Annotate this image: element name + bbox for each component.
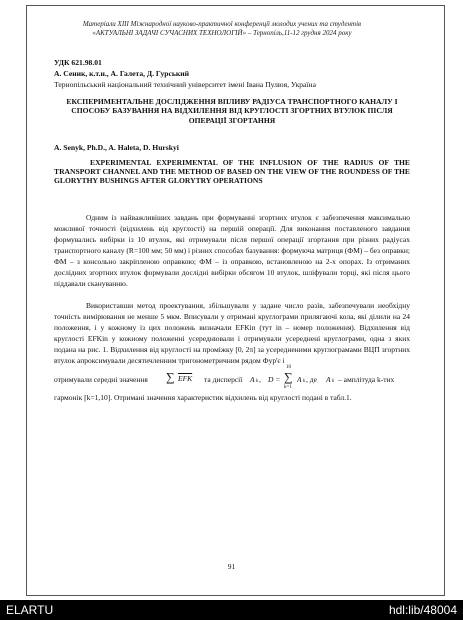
sum-lower-limit: k=1 xyxy=(284,385,292,390)
d-equals: D = xyxy=(268,375,281,384)
page-number: 91 xyxy=(227,562,236,571)
ak-subscript-2: k xyxy=(303,379,306,384)
formula-line xyxy=(54,367,410,391)
ak-symbol-3: A xyxy=(326,375,331,384)
sum-symbol-2: ∑ xyxy=(284,370,293,384)
footer-repository-label: ELARTU xyxy=(6,603,54,617)
sum-symbol: ∑ xyxy=(166,370,175,384)
efk-symbol: $\overline{EFK}$ xyxy=(178,374,193,383)
title-ukrainian: ЕКСПЕРИМЕНТАЛЬНЕ ДОСЛІДЖЕННЯ ВПЛИВУ РАДІУСА ТРАНСПОРТНОГО КАНАЛУ І СПОСОБУ БАЗУВАННЯ НА ВІДХИЛЕННЯ ВІД КРУГЛОСТІ ЗГОРТНИХ ВТУЛОК ПІСЛЯ ОПЕРАЦІЇ ЗГОРТАННЯ xyxy=(66,97,398,125)
ak-subscript: k xyxy=(256,379,259,384)
body-paragraph-1: Одним із найважливіших завдань при формуванні згортних втулок є забезпечення максимально можливої точності (відхилень від круглості) на першій операції. Для виконання поставленого завдання формувались вибірки із 10 втулок, які отримували після першої операції згортання при різних радіусах транспортного каналу (R=100 мм; 50 мм) і різних способах базування: формуюча матриця (ФМ) – без оправки; ФМ – з консольно закріпленою оправкою; ФМ – із оправкою, встановленою на 2-х опорах. Із отриманих дослідних згортних втулок формували дослідні вибірки обсягом 10 втулок, шліфували торці, які після цього піддавали скануванню. xyxy=(54,213,410,288)
body-paragraph-3: гармонік [k=1,10]. Отримані значення характеристик відхилень від круглості подані в табл.1. xyxy=(54,393,352,402)
header-line-1: Матеріали XIII Міжнародної науково-практичної конференції молодих учених та студентів xyxy=(82,20,362,28)
header-line-2: «АКТУАЛЬНІ ЗАДАЧІ СУЧАСНИХ ТЕХНОЛОГІЙ» – Тернопіль,11-12 грудня 2024 року xyxy=(92,29,352,37)
formula-prefix: отримували середні значення xyxy=(54,375,148,384)
authors-ukrainian: А. Сеник, к.т.н., А. Галета, Д. Гурський xyxy=(54,69,190,78)
footer-handle-link[interactable]: hdl:lib/48004 xyxy=(388,603,457,617)
udk-code: УДК 621.98.01 xyxy=(54,58,102,67)
formula-tail-2: – амплітуда k-тих xyxy=(338,375,395,384)
ak-subscript-3: k xyxy=(332,379,335,384)
ak-symbol-2: A xyxy=(297,375,302,384)
body-paragraph-2: Використавши метод проектування, збільшували у задане число разів, забезпечували необхідну точність вимірювання не менше 5 мкм. Вписували у отримані круглограми прилягаючі кола, які ділили на 24 положення, і у кожному із цих положень визначали EFKin (тут in – номер положення). Відхилення від круглості EFKin у кожному положенні усереднювали і отримували усереднені круглограми, одна з яких подана на рис. 1. Відхилення від круглості на проміжку [0, 2π] за усередненими круглограмами ВЦП згортних втулок апроксимували десятичленним тригонометричним рядом Фур'є і xyxy=(54,301,410,365)
ak-symbol: A xyxy=(250,375,255,384)
footer-bar xyxy=(0,600,463,620)
conference-header xyxy=(42,20,402,38)
title-english: EXPERIMENTAL EXPERIMENTAL OF THE INFLUSION OF THE RADIUS OF THE TRANSPORT CHANNEL AND THE METHOD OF BASED ON THE VIEW OF THE ROUNDESS OF THE GLORYTHY BUSHINGS AFTER GLORYTRY OPERATIONS xyxy=(54,158,410,186)
authors-english: A. Senyk, Ph.D., A. Haleta, D. Hurskyi xyxy=(54,143,179,152)
formula-mid: та дисперсії xyxy=(204,375,243,384)
sum-upper-limit: 10 xyxy=(286,365,291,370)
formula-comma: , xyxy=(259,375,261,384)
affiliation: Тернопільський національний технічний університет імені Івана Пулюя, Україна xyxy=(54,80,316,89)
formula-tail: , де xyxy=(306,375,317,384)
